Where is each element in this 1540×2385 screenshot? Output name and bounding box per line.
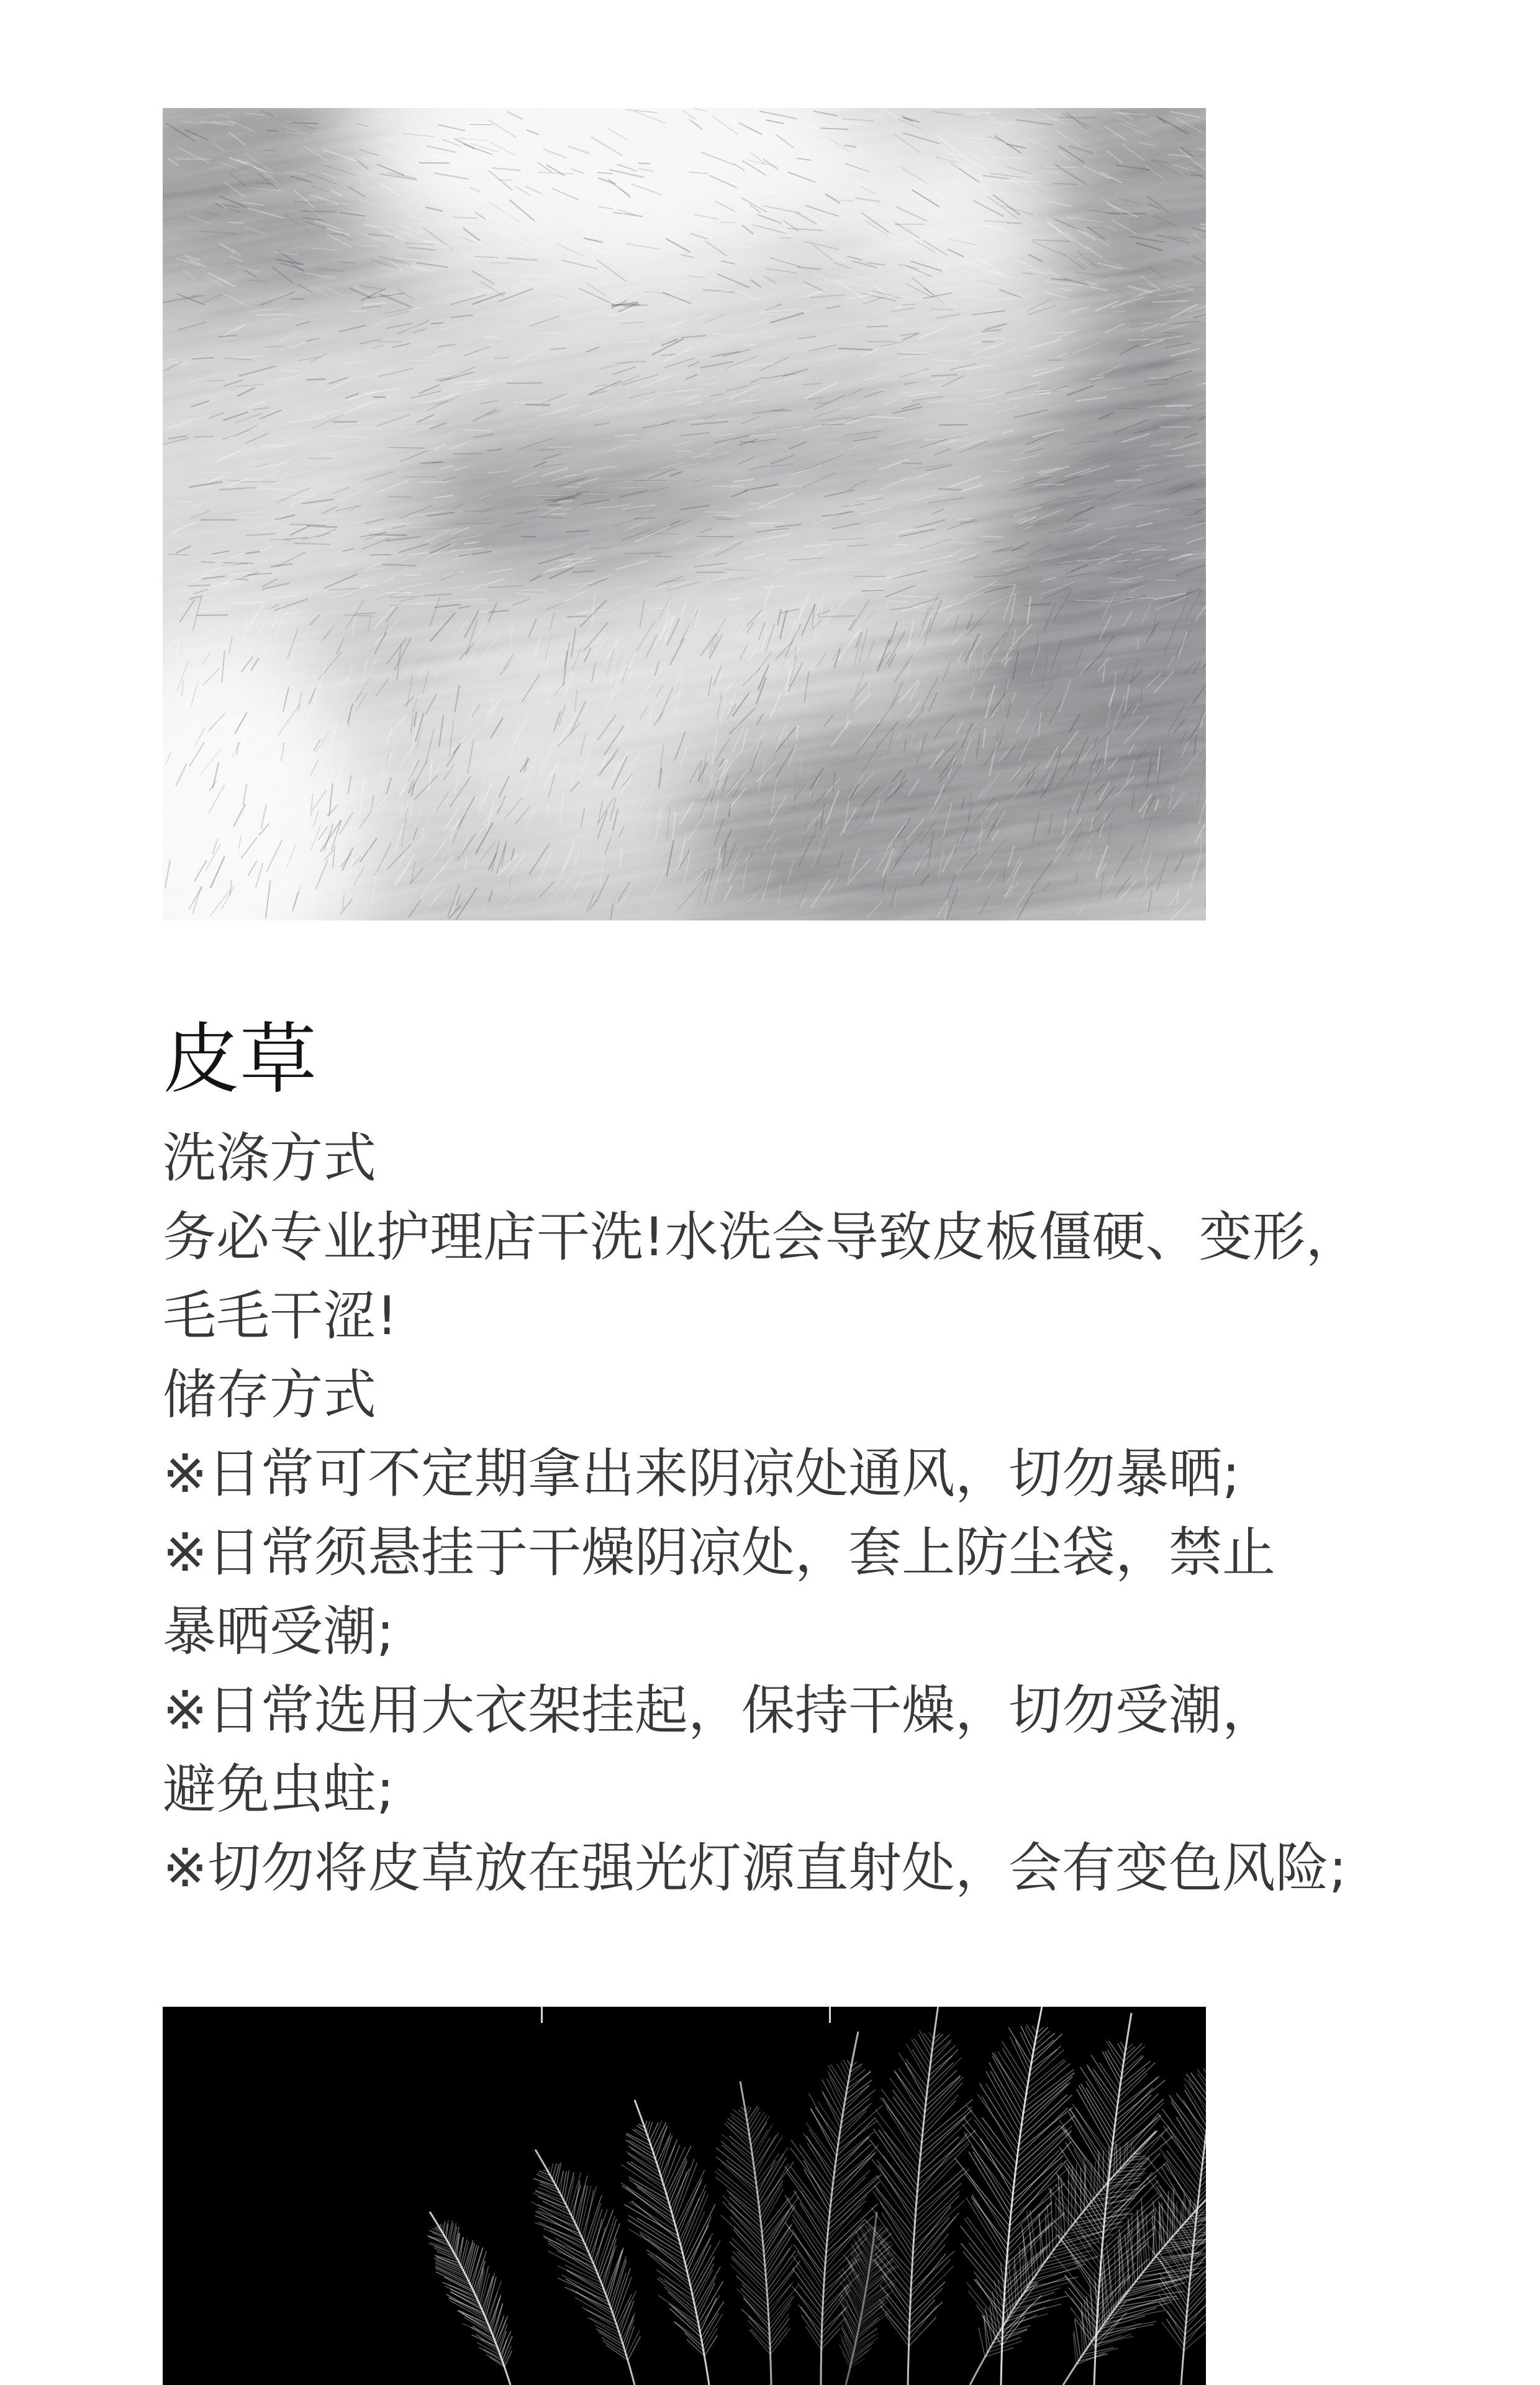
fur-strand: [920, 611, 942, 612]
storage-heading: 储存方式: [163, 1364, 376, 1426]
washing-text-line: 务必专业护理店干洗!水洗会导致皮板僵硬、变形，: [163, 1206, 1359, 1268]
fur-strand: [634, 480, 666, 481]
top-tick-mark: [829, 2007, 831, 2023]
fur-strand: [526, 404, 550, 405]
fur-strand: [969, 404, 995, 405]
fur-strand: [188, 585, 209, 586]
feather-barb: [1127, 2142, 1128, 2161]
fur-strand: [867, 326, 888, 327]
fur-strand: [405, 360, 439, 361]
fur-strand: [1043, 579, 1058, 580]
fur-strand: [626, 440, 640, 441]
fur-strand: [520, 590, 548, 591]
fur-strand: [197, 615, 227, 616]
fur-strand: [1007, 223, 1021, 224]
fur-strand: [456, 523, 492, 524]
fur-strand: [548, 505, 564, 506]
fur-strand: [351, 311, 366, 312]
fur-strand: [938, 489, 961, 490]
fur-strand: [1129, 505, 1162, 506]
fur-strand: [255, 314, 292, 315]
fur-strand: [368, 529, 381, 530]
fur-strand: [228, 480, 240, 481]
fur-photo: [163, 108, 1206, 920]
fur-strand: [453, 453, 482, 454]
fur-strand: [639, 163, 650, 164]
fur-strand: [900, 596, 931, 597]
fur-photo-graphic: [163, 108, 1206, 920]
storage-item: [163, 1671, 1359, 1829]
fur-strand: [1191, 175, 1203, 176]
fur-strand: [667, 208, 681, 209]
fur-strand: [979, 536, 1002, 537]
fur-strand: [568, 616, 587, 617]
storage-item-line: ※日常可不定期拿出来阴凉处通风，切勿暴晒;: [163, 1443, 1241, 1505]
fur-strand: [958, 297, 973, 298]
fur-strand: [281, 480, 306, 481]
fur-strand: [362, 246, 379, 247]
fur-strand: [817, 403, 828, 404]
fur-strand: [356, 613, 376, 614]
washing-text-line: 毛毛干涩!: [163, 1285, 398, 1347]
fur-strand: [1156, 580, 1176, 581]
fur-strand: [1045, 167, 1078, 168]
care-instructions: [163, 1119, 1359, 1908]
fur-strand: [454, 217, 478, 218]
washing-section: [163, 1119, 1359, 1356]
fur-strand: [479, 602, 508, 604]
fur-strand: [276, 496, 307, 497]
storage-item-line: 避免虫蛀;: [163, 1758, 394, 1820]
fur-strand: [892, 544, 908, 545]
fur-strand: [207, 380, 224, 381]
fur-strand: [361, 585, 376, 586]
top-tick-mark: [541, 2007, 543, 2023]
storage-item-line: ※切勿将皮草放在强光灯源直射处，会有变色风险;: [163, 1837, 1348, 1899]
fur-strand: [1115, 480, 1141, 481]
fur-strand: [317, 516, 344, 517]
feather-barb: [1068, 2170, 1069, 2230]
washing-heading: 洗涤方式: [163, 1127, 376, 1189]
fur-strand: [194, 472, 229, 473]
fur-strand: [466, 599, 486, 600]
fur-strand: [1035, 484, 1063, 485]
storage-item-line: 暴晒受潮;: [163, 1601, 394, 1663]
fur-strand: [419, 482, 449, 483]
fur-strand: [731, 247, 753, 248]
fur-strand: [1194, 499, 1206, 500]
fur-strand: [266, 130, 278, 131]
feather-photo: [163, 2007, 1206, 2385]
storage-item: [163, 1435, 1359, 1514]
fur-strand: [432, 323, 443, 324]
feather-photo-graphic: [163, 2007, 1206, 2385]
storage-item-line: ※日常选用大衣架挂起，保持干燥，切勿受潮，: [163, 1679, 1276, 1742]
fur-noise: [163, 108, 1206, 920]
fur-texture: [163, 108, 1206, 920]
fur-strand: [713, 486, 745, 487]
storage-item-line: ※日常须悬挂于干燥阴凉处，套上防尘袋，禁止: [163, 1522, 1276, 1584]
fur-strand: [463, 511, 481, 512]
storage-item: [163, 1514, 1359, 1671]
fur-strand: [374, 397, 385, 398]
fur-strand: [295, 543, 330, 545]
section-title: 皮草: [163, 1015, 317, 1104]
fur-strand: [1060, 117, 1097, 118]
storage-item: [163, 1829, 1359, 1908]
fur-strand: [598, 162, 618, 163]
fur-strand: [202, 562, 214, 563]
fur-strand: [332, 234, 345, 235]
storage-section: [163, 1356, 1359, 1908]
fur-strand: [303, 211, 336, 212]
fur-strand: [1116, 408, 1137, 409]
fur-strand: [453, 600, 465, 601]
fur-strand: [967, 114, 980, 115]
fur-strand: [712, 402, 744, 403]
